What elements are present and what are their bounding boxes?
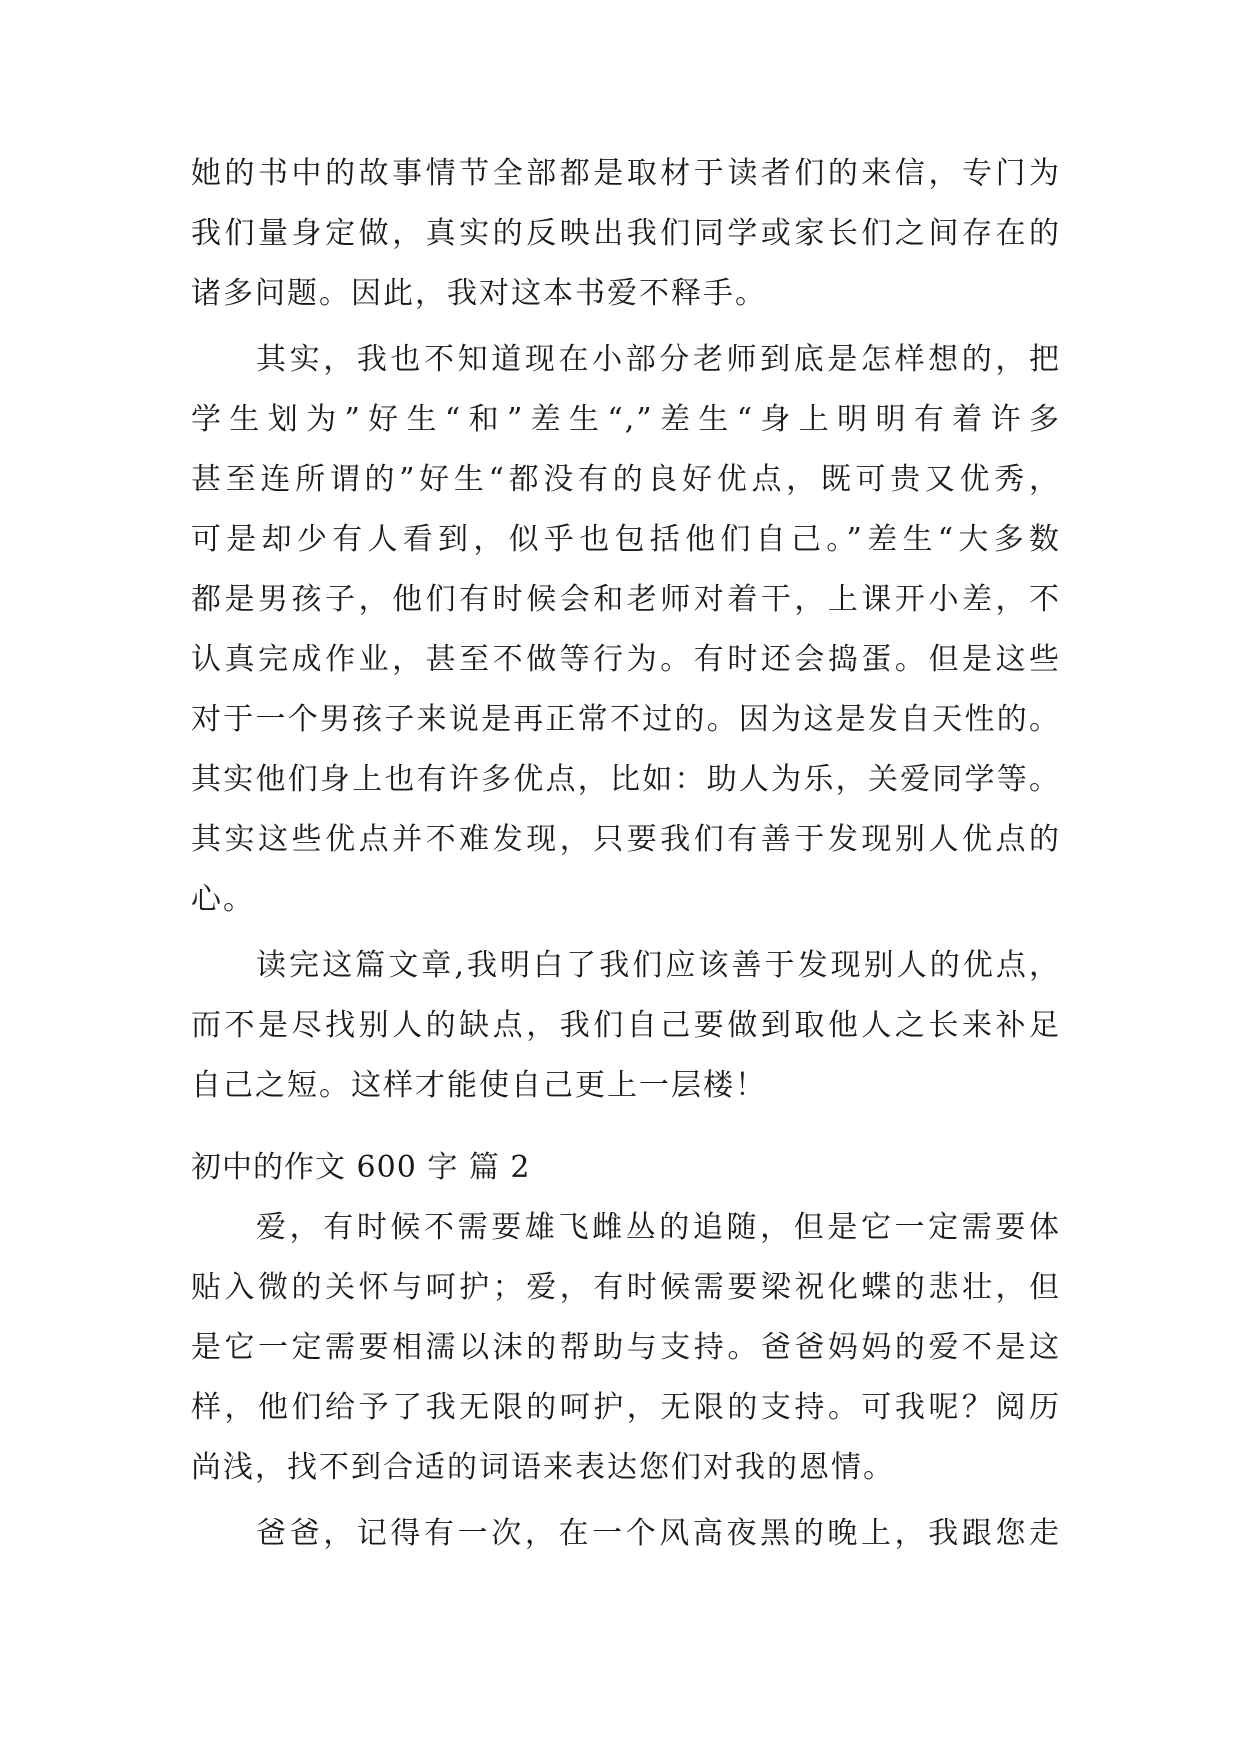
paragraph-line: 认真完成作业，甚至不做等行为。有时还会捣蛋。但是这些	[191, 642, 1061, 677]
paragraph-line: 都是男孩子，他们有时候会和老师对着干，上课开小差，不	[191, 582, 1061, 617]
paragraph-line: 甚至连所谓的”好生“都没有的良好优点，既可贵又优秀，	[191, 462, 1061, 497]
paragraph-line: 对于一个男孩子来说是再正常不过的。因为这是发自天性的。	[191, 702, 1061, 737]
paragraph-line: 我们量身定做，真实的反映出我们同学或家长们之间存在的	[191, 216, 1061, 251]
paragraph-line: 其实，我也不知道现在小部分老师到底是怎样想的，把	[256, 342, 1061, 377]
paragraph-line: 她的书中的故事情节全部都是取材于读者们的来信，专门为	[191, 156, 1061, 191]
paragraph-line: 爸爸，记得有一次，在一个风高夜黑的晚上，我跟您走	[256, 1516, 1061, 1551]
paragraph-line: 心。	[191, 882, 255, 917]
paragraph-line: 自己之短。这样才能使自己更上一层楼！	[191, 1068, 767, 1103]
paragraph-line: 爱，有时候不需要雄飞雌丛的追随，但是它一定需要体	[256, 1210, 1061, 1245]
paragraph-line: 样，他们给予了我无限的呵护，无限的支持。可我呢？阅历	[191, 1390, 1061, 1425]
paragraph-line: 是它一定需要相濡以沫的帮助与支持。爸爸妈妈的爱不是这	[191, 1330, 1061, 1365]
paragraph-line: 贴入微的关怀与呵护；爱，有时候需要梁祝化蝶的悲壮，但	[191, 1270, 1061, 1305]
paragraph-line: 其实他们身上也有许多优点，比如：助人为乐，关爱同学等。	[191, 762, 1061, 797]
paragraph-line: 可是却少有人看到，似乎也包括他们自己。”差生“大多数	[191, 522, 1061, 557]
paragraph-line: 而不是尽找别人的缺点，我们自己要做到取他人之长来补足	[191, 1008, 1061, 1043]
paragraph-line: 学生划为”好生“和”差生“,”差生“身上明明有着许多	[191, 402, 1061, 437]
paragraph-line: 读完这篇文章,我明白了我们应该善于发现别人的优点，	[256, 948, 1061, 983]
paragraph-line: 尚浅，找不到合适的词语来表达您们对我的恩情。	[191, 1450, 895, 1485]
section-heading: 初中的作文 600 字 篇 2	[191, 1150, 531, 1185]
paragraph-line: 诸多问题。因此，我对这本书爱不释手。	[191, 276, 767, 311]
paragraph-line: 其实这些优点并不难发现，只要我们有善于发现别人优点的	[191, 822, 1061, 857]
